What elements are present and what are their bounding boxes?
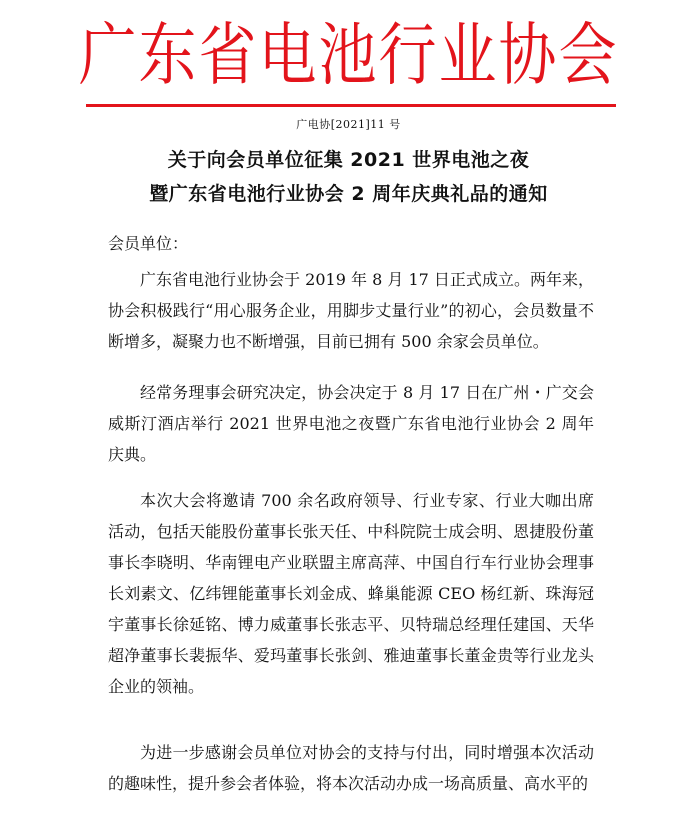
body-paragraph-gratitude: 为进一步感谢会员单位对协会的支持与付出，同时增强本次活动的趣味性，提升参会者体验，将本次活动办成一场高质量、高水平的 [108, 743, 594, 793]
notice-title-line-1: 关于向会员单位征集 2021 世界电池之夜 [167, 149, 530, 171]
body-paragraph-event-decision: 经常务理事会研究决定，协会决定于 8 月 17 日在广州・广交会威斯汀酒店举行 2021 世界电池之夜暨广东省电池行业协会 2 周年庆典。 [108, 383, 594, 464]
notice-title-line-2: 暨广东省电池行业协会 2 周年庆典礼品的通知 [149, 183, 548, 205]
body-paragraph-founding: 广东省电池行业协会于 2019 年 8 月 17 日正式成立。两年来，协会积极践行“用心服务企业，用脚步丈量行业”的初心，会员数量不断增多，凝聚力也不断增强，目前已拥有 500 余家会员单位。 [108, 270, 594, 351]
letterhead-red-rule [86, 104, 616, 107]
document-number: 广电协[2021]11 号 [296, 118, 401, 131]
body-paragraph-invitees: 本次大会将邀请 700 余名政府领导、行业专家、行业大咖出席活动，包括天能股份董事长张天任、中科院院士成会明、恩捷股份董事长李晓明、华南锂电产业联盟主席高萍、中国自行车行业协会理事长刘素文、亿纬锂能董事长刘金成、蜂巢能源 CEO 杨红新、珠海冠宇董事长徐延铭、博力威董事长张志平、贝特瑞总经理任建国、天华超净董事长裴振华、爱玛董事长张剑、雅迪董事长董金贵等行业龙头企业的领袖。 [108, 491, 594, 696]
org-letterhead-title: 广东省电池行业协会 [78, 14, 619, 95]
salutation: 会员单位： [108, 234, 189, 253]
